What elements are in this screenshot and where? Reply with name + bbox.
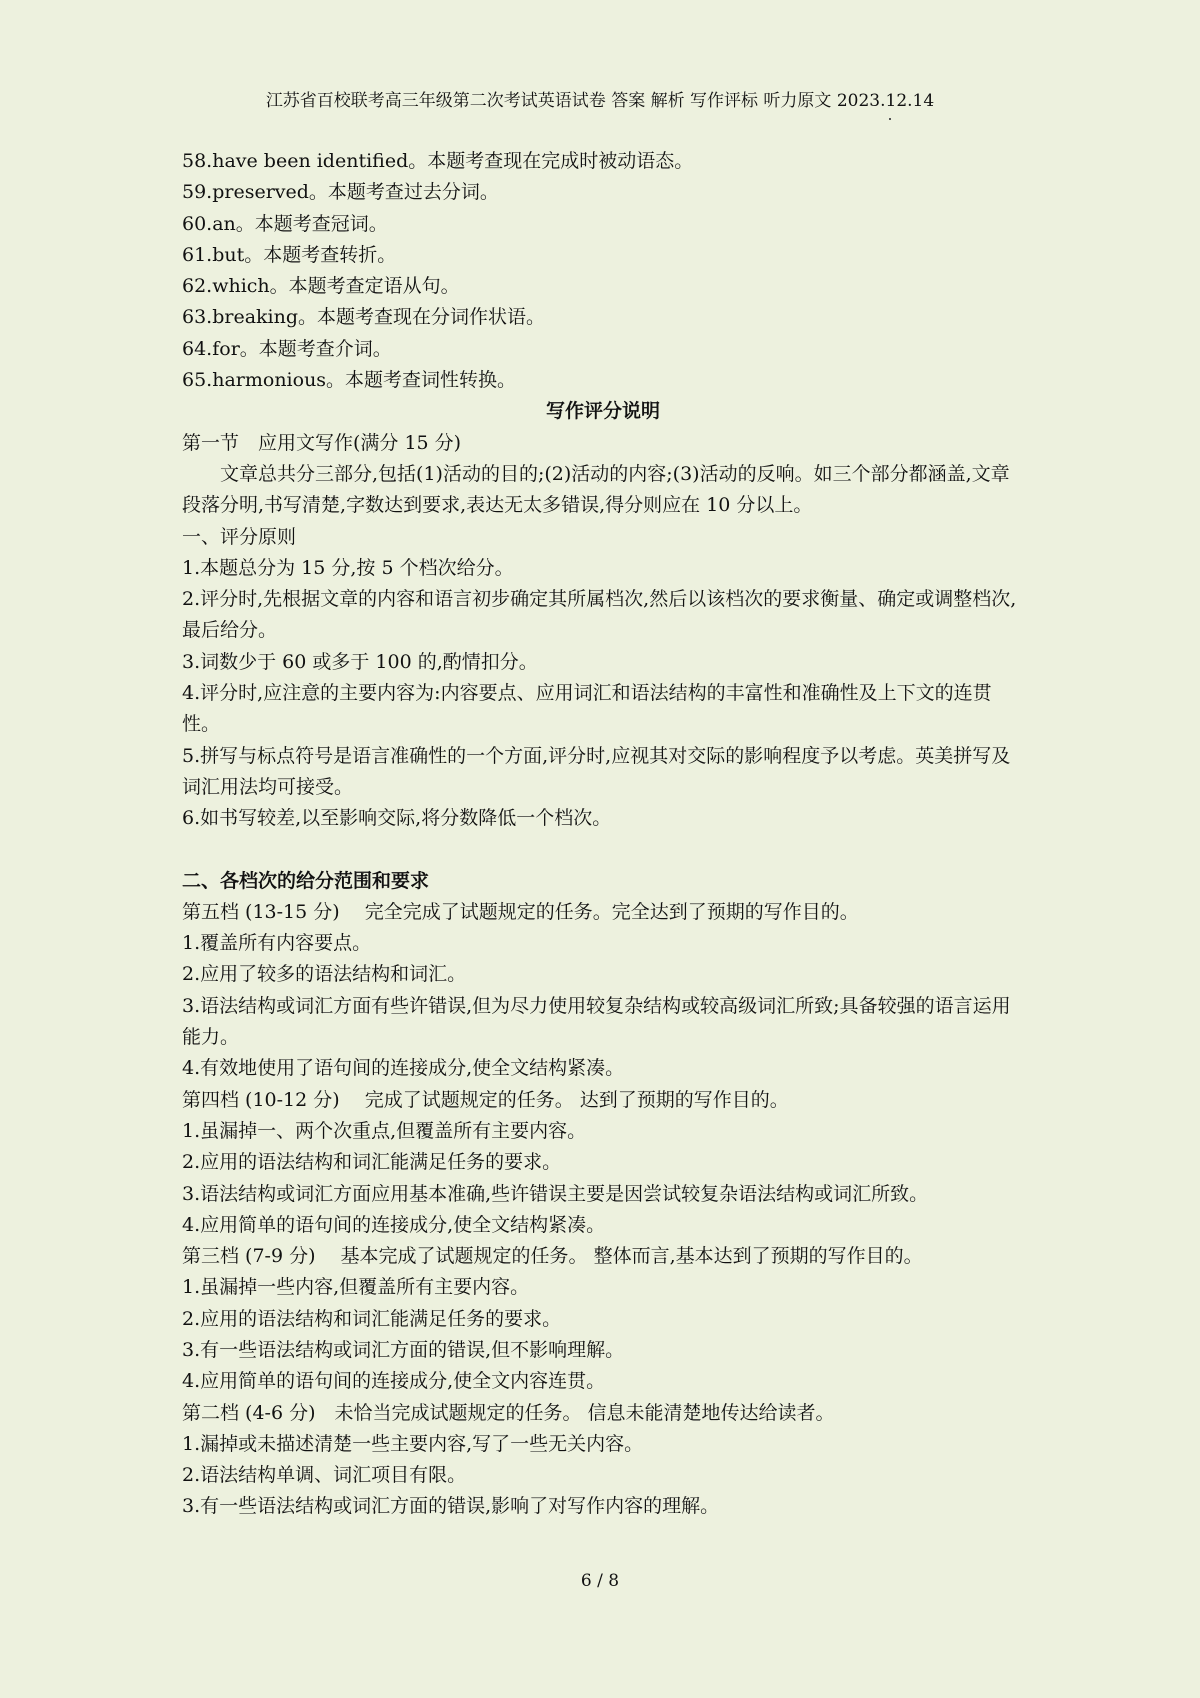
answer-line: 58.have been identified。本题考查现在完成时被动语态。 [182, 150, 694, 172]
page-number: 6 / 8 [580, 1571, 620, 1591]
page-header: 江苏省百校联考高三年级第二次考试英语试卷 答案 解析 写作评标 听力原文 2023.12.14 [265, 91, 935, 111]
principle-item: 3.词数少于 60 或多于 100 的,酌情扣分。 [182, 650, 538, 673]
page-content [182, 146, 1024, 1523]
tier-item: 1.虽漏掉一些内容,但覆盖所有主要内容。 [182, 1276, 530, 1299]
answer-line: 62.which。本题考查定语从句。 [182, 275, 460, 298]
tier-item: 4.应用简单的语句间的连接成分,使全文结构紧凑。 [182, 1213, 606, 1236]
tier-item: 3.语法结构或词汇方面应用基本准确,些许错误主要是因尝试较复杂语法结构或词汇所致。 [182, 1182, 929, 1205]
levels-heading: 二、各档次的给分范围和要求 [182, 869, 430, 892]
answer-line: 61.but。本题考查转折。 [182, 243, 397, 266]
header-dot [889, 118, 891, 120]
tier-item: 2.语法结构单调、词汇项目有限。 [182, 1464, 467, 1487]
part1-intro: 文章总共分三部分,包括(1)活动的目的;(2)活动的内容;(3)活动的反响。如三个部分都涵盖,文章段落分明,书写清楚,字数达到要求,表达无太多错误,得分则应在 10 分以上。 [182, 462, 1010, 517]
principle-item: 1.本题总分为 15 分,按 5 个档次给分。 [182, 556, 514, 579]
tier-item: 1.漏掉或未描述清楚一些主要内容,写了一些无关内容。 [182, 1432, 644, 1455]
tier-title: 第二档 (4-6 分) 未恰当完成试题规定的任务。 信息未能清楚地传达给读者。 [182, 1401, 835, 1424]
answer-line: 64.for。本题考查介词。 [182, 337, 392, 360]
tier-item: 4.有效地使用了语句间的连接成分,使全文结构紧凑。 [182, 1057, 625, 1080]
tier-item: 2.应用的语法结构和词汇能满足任务的要求。 [182, 1307, 562, 1330]
principle-item: 4.评分时,应注意的主要内容为:内容要点、应用词汇和语法结构的丰富性和准确性及上下文的连贯性。 [182, 682, 992, 736]
tier-item: 2.应用的语法结构和词汇能满足任务的要求。 [182, 1151, 562, 1174]
principles-heading: 一、评分原则 [182, 525, 297, 548]
tier-item: 3.有一些语法结构或词汇方面的错误,影响了对写作内容的理解。 [182, 1495, 720, 1518]
tier-item: 1.虽漏掉一、两个次重点,但覆盖所有主要内容。 [182, 1119, 587, 1142]
answer-line: 59.preserved。本题考查过去分词。 [182, 181, 499, 204]
principle-item: 6.如书写较差,以至影响交际,将分数降低一个档次。 [182, 807, 612, 830]
part1-heading: 第一节 应用文写作(满分 15 分) [182, 431, 462, 454]
section-title: 写作评分说明 [545, 400, 660, 423]
principle-item: 5.拼写与标点符号是语言准确性的一个方面,评分时,应视其对交际的影响程度予以考虑。英美拼写及词汇用法均可接受。 [182, 744, 1011, 798]
principle-item: 2.评分时,先根据文章的内容和语言初步确定其所属档次,然后以该档次的要求衡量、确定或调整档次,最后给分。 [182, 588, 1017, 642]
tier-title: 第三档 (7-9 分) 基本完成了试题规定的任务。 整体而言,基本达到了预期的写作目的。 [182, 1245, 923, 1268]
answer-line: 63.breaking。本题考查现在分词作状语。 [182, 306, 546, 329]
tier-item: 2.应用了较多的语法结构和词汇。 [182, 963, 467, 986]
tier-item: 3.语法结构或词汇方面有些许错误,但为尽力使用较复杂结构或较高级词汇所致;具备较强的语言运用能力。 [182, 994, 1011, 1049]
answer-line: 60.an。本题考查冠词。 [182, 212, 388, 235]
tier-title: 第四档 (10-12 分) 完成了试题规定的任务。 达到了预期的写作目的。 [182, 1088, 789, 1111]
spacer [182, 835, 1024, 866]
answer-line: 65.harmonious。本题考查词性转换。 [182, 369, 517, 392]
tier-item: 1.覆盖所有内容要点。 [182, 932, 372, 955]
tier-item: 3.有一些语法结构或词汇方面的错误,但不影响理解。 [182, 1338, 625, 1361]
tier-item: 4.应用简单的语句间的连接成分,使全文内容连贯。 [182, 1370, 606, 1393]
tier-title: 第五档 (13-15 分) 完全完成了试题规定的任务。完全达到了预期的写作目的。 [182, 900, 859, 923]
